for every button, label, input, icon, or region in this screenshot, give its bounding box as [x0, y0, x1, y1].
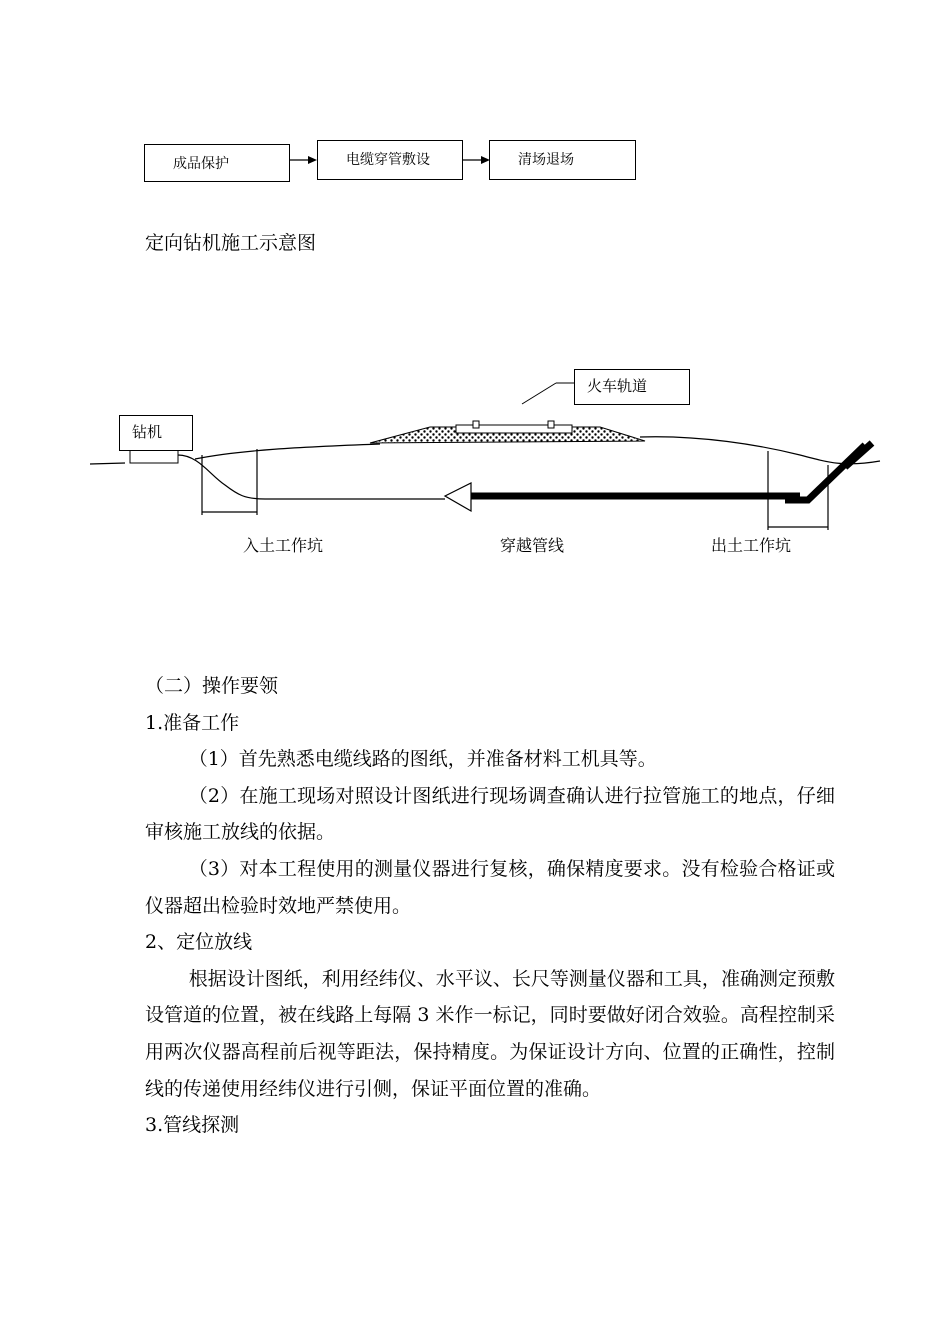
drill-bore-path [178, 455, 445, 499]
rail-tie-right [548, 421, 554, 428]
heading-positioning: 2、定位放线 [145, 931, 253, 954]
exit-pit-label: 出土工作坑 [711, 536, 792, 555]
flow-arrowhead-1 [308, 156, 317, 164]
diagram-drawing [0, 355, 950, 570]
heading-pipeline-detection: 3.管线探测 [145, 1114, 240, 1137]
drill-rig-base [130, 449, 178, 463]
heading-preparation: 1.准备工作 [145, 711, 240, 734]
crossing-pipe-label: 穿越管线 [500, 536, 565, 555]
ground-line-right [640, 437, 880, 464]
flow-arrows [0, 0, 950, 200]
paragraph-2: （2）在施工现场对照设计图纸进行现场调查确认进行拉管施工的地点，仔细审核施工放线的依据。 [145, 784, 835, 844]
rail-label: 火车轨道 [587, 377, 648, 395]
rail-leader-line [522, 383, 556, 404]
paragraph-4: 根据设计图纸，利用经纬仪、水平议、长尺等测量仪器和工具，准确测定预敷设管道的位置，被在线路上每隔 3 米作一标记，同时要做好闭合效验。高程控制采用两次仪器高程前后视等距法，保持精度。为保证设计方向、位置的正确性，控制线的传递使用经纬仪进行引侧，保证平面位置的准确。 [145, 967, 835, 1100]
drill-rig-box [119, 415, 193, 451]
reamer-head [445, 483, 471, 511]
section-title: （二）操作要领 [145, 675, 279, 697]
rail-tie-left [473, 421, 479, 428]
paragraph-1: （1）首先熟悉电缆线路的图纸，并准备材料工机具等。 [188, 748, 657, 771]
flow-step-label: 清场退场 [518, 152, 574, 168]
directional-drilling-diagram [0, 355, 950, 570]
entry-pit-label: 入土工作坑 [243, 536, 324, 555]
figure-caption: 定向钻机施工示意图 [145, 232, 317, 254]
flow-step-label: 成品保护 [173, 156, 229, 172]
rail-label-box [574, 369, 690, 405]
document-body [145, 668, 835, 1144]
paragraph-3: （3）对本工程使用的测量仪器进行复核，确保精度要求。没有检验合格证或仪器超出检验时效地严禁使用。 [145, 857, 835, 917]
exit-pipe-bend [785, 445, 865, 500]
flow-arrowhead-2 [481, 156, 490, 164]
flow-step-label: 电缆穿管敷设 [346, 152, 430, 168]
drill-rig-label: 钻机 [132, 423, 163, 441]
